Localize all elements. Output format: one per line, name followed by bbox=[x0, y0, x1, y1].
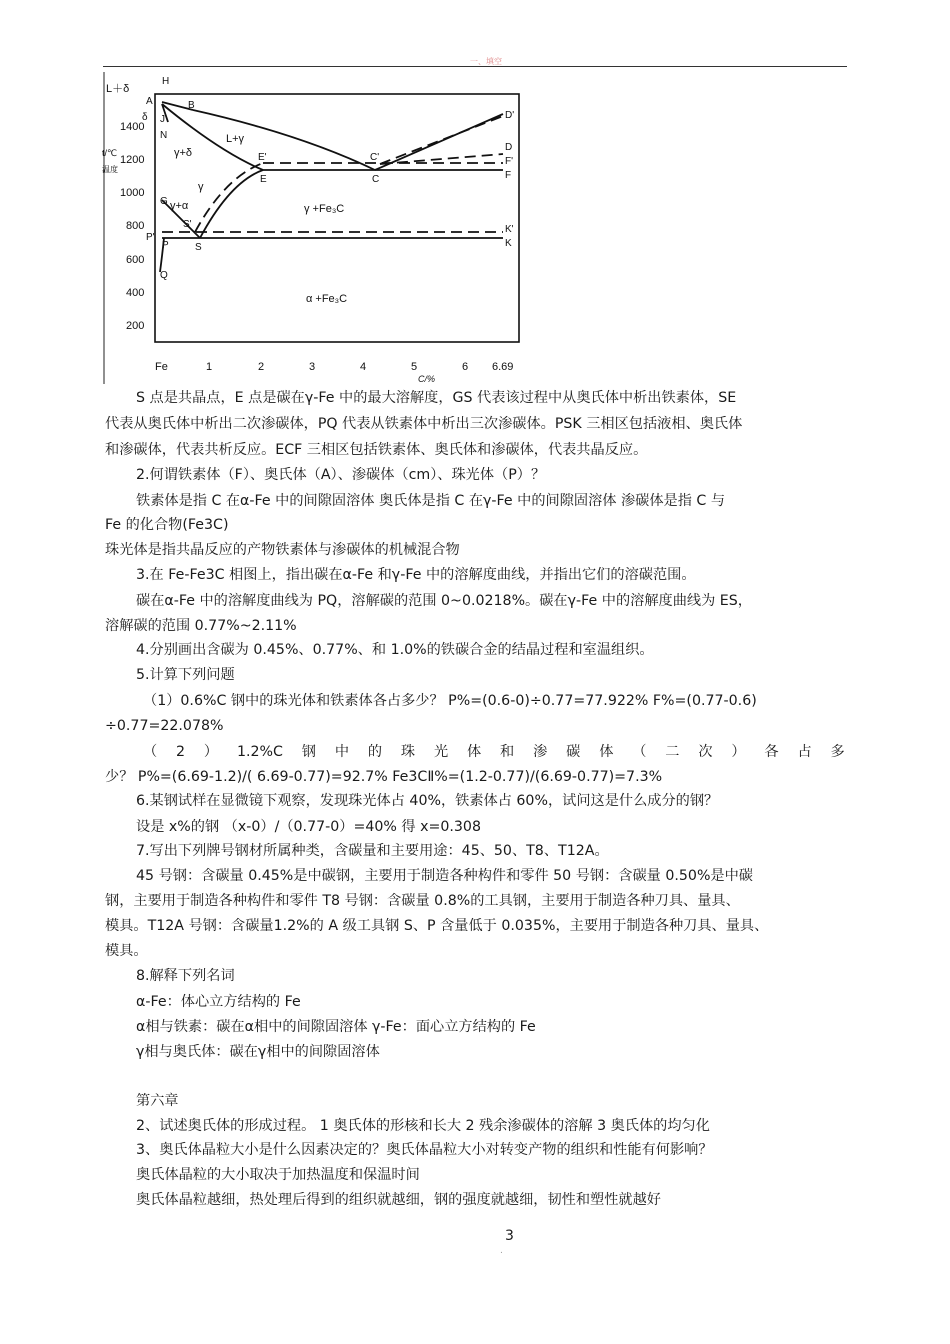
q5-2-token: 珠 bbox=[400, 744, 416, 760]
dashed-es bbox=[195, 163, 263, 232]
question-5-2-line-2: 少？ P%=(6.69-1.2)/( 6.69-0.77)=92.7% Fe3CⅡ%=(1.2-0.77)/(6.69-0.77)=7.3% bbox=[105, 769, 663, 785]
region-gamma-fe3c: γ +Fe₃C bbox=[304, 203, 345, 215]
x-axis-label: C/% bbox=[418, 374, 436, 384]
c-tick-1: 1 bbox=[206, 361, 213, 373]
region-alpha-fe3c: α +Fe₃C bbox=[306, 293, 348, 305]
liquidus-bc bbox=[193, 110, 375, 170]
point-c-prime: C' bbox=[370, 152, 380, 163]
q5-2-token: （ bbox=[632, 744, 647, 760]
point-p-prime: P' bbox=[146, 232, 155, 243]
question-5-1-line-2: ÷0.77=22.078% bbox=[105, 718, 224, 734]
question-7: 7.写出下列牌号钢材所属种类，含碳量和主要用途：45、50、T8、T12A。 bbox=[136, 843, 609, 859]
q5-2-token: 体 bbox=[599, 744, 614, 760]
chapter-6-answer-3-line-2: 奥氏体晶粒越细，热处理后得到的组织就越细，钢的强度就越细，韧性和塑性就越好 bbox=[136, 1192, 661, 1208]
region-gamma-delta: γ+δ bbox=[174, 147, 193, 159]
answer-2-line-2: Fe 的化合物(Fe3C) bbox=[105, 517, 229, 533]
temp-tick-800: 800 bbox=[126, 220, 145, 232]
point-e-prime: E' bbox=[258, 152, 267, 163]
temp-tick-400: 400 bbox=[126, 287, 145, 299]
answer-8-line-1: α-Fe：体心立方结构的 Fe bbox=[136, 994, 301, 1010]
q5-2-token: 的 bbox=[367, 744, 383, 760]
region-gamma: γ bbox=[198, 181, 204, 193]
point-c: C bbox=[372, 174, 380, 185]
answer-8-line-2: α相与铁素：碳在α相中的间隙固溶体 γ-Fe：面心立方结构的 Fe bbox=[136, 1019, 536, 1035]
point-d: D bbox=[505, 142, 513, 153]
liquidus-cd bbox=[375, 114, 503, 170]
para-3: 和渗碳体，代表共析反应。ECF 三相区包括铁素体、奥氏体和渗碳体，代表共晶反应。 bbox=[105, 442, 648, 458]
point-k: K bbox=[505, 238, 512, 249]
question-5-2-line-1 bbox=[143, 742, 845, 762]
question-3: 3.在 Fe-Fe3C 相图上，指出碳在α-Fe 和γ-Fe 中的溶解度曲线，并指出它们的溶碳范围。 bbox=[136, 567, 696, 583]
page-number: 3 bbox=[505, 1228, 514, 1244]
para-2: 代表从奥氏体中析出二次渗碳体，PQ 代表从铁素体中析出三次渗碳体。PSK 三相区包括液相、奥氏体 bbox=[105, 416, 743, 432]
line-es bbox=[200, 170, 263, 238]
q5-2-token: 次 bbox=[698, 744, 713, 760]
point-q: Q bbox=[160, 270, 168, 281]
c-tick-6-69: 6.69 bbox=[492, 361, 514, 373]
question-4: 4.分别画出含碳为 0.45%、0.77%、和 1.0%的铁碳合金的结晶过程和室温组织。 bbox=[136, 642, 654, 658]
fe-c-phase-diagram bbox=[100, 72, 530, 384]
question-2: 2.何谓铁素体（F）、奥氏体（A）、渗碳体（cm）、珠光体（P）？ bbox=[136, 467, 546, 483]
q5-2-token: 2 bbox=[176, 744, 186, 760]
q5-2-token: ） bbox=[731, 744, 746, 760]
chapter-6-question-2: 2、试述奥氏体的形成过程。 1 奥氏体的形核和长大 2 残余渗碳体的溶解 3 奥氏体的均匀化 bbox=[136, 1118, 710, 1134]
c-tick-2: 2 bbox=[258, 361, 265, 373]
c-tick-3: 3 bbox=[309, 361, 316, 373]
q5-2-token: ） bbox=[203, 744, 219, 760]
point-p: P bbox=[162, 240, 169, 251]
answer-2-line-1: 铁素体是指 C 在α-Fe 中的间隙固溶体 奥氏体是指 C 在γ-Fe 中的间隙固溶体 渗碳体是指 C 与 bbox=[136, 493, 726, 509]
page-dot: . bbox=[500, 1246, 503, 1256]
c-tick-4: 4 bbox=[360, 361, 367, 373]
q5-2-token: 二 bbox=[665, 744, 680, 760]
para-1: S 点是共晶点，E 点是碳在γ-Fe 中的最大溶解度，GS 代表该过程中从奥氏体中析出铁素体，SE bbox=[136, 390, 737, 406]
solid-phase-lines bbox=[160, 102, 503, 272]
answer-3-line-1: 碳在α-Fe 中的溶解度曲线为 PQ，溶解碳的范围 0~0.0218%。碳在γ-Fe 中的溶解度曲线为 ES， bbox=[136, 593, 752, 609]
point-f: F bbox=[505, 170, 512, 181]
point-e: E bbox=[260, 174, 267, 185]
q5-2-token: 钢 bbox=[301, 744, 316, 760]
point-h: H bbox=[162, 76, 170, 87]
c-tick-6: 6 bbox=[462, 361, 469, 373]
answer-6: 设是 x%的钢 （x-0）/（0.77-0）=40% 得 x=0.308 bbox=[136, 819, 481, 835]
region-l-gamma: L+γ bbox=[226, 133, 245, 145]
question-5: 5.计算下列问题 bbox=[136, 667, 235, 683]
question-5-1-line-1: （1）0.6%C 钢中的珠光体和铁素体各占多少？ P%=(0.6-0)÷0.77=77.922% F%=(0.77-0.6) bbox=[143, 693, 757, 709]
answer-8-line-3: γ相与奥氏体：碳在γ相中的间隙固溶体 bbox=[136, 1044, 380, 1060]
point-f-prime: F' bbox=[505, 156, 514, 167]
y-axis-sub: 温度 bbox=[102, 165, 118, 174]
temp-tick-600: 600 bbox=[126, 254, 145, 266]
region-gamma-alpha: γ+α bbox=[170, 200, 189, 212]
q5-2-token: 渗 bbox=[533, 744, 548, 760]
answer-7-line-4: 模具。 bbox=[105, 943, 148, 959]
point-k-prime: K' bbox=[505, 224, 514, 235]
point-b: B bbox=[188, 100, 195, 111]
point-a: A bbox=[146, 96, 153, 107]
header-rule bbox=[103, 66, 847, 67]
point-g: G bbox=[160, 196, 168, 207]
q5-2-token: 1.2%C bbox=[236, 744, 283, 760]
q5-2-token: 中 bbox=[334, 744, 350, 760]
chapter-6-heading: 第六章 bbox=[136, 1093, 179, 1109]
temp-tick-200: 200 bbox=[126, 320, 145, 332]
q5-2-token: 碳 bbox=[566, 744, 581, 760]
q5-2-token: 多 bbox=[830, 744, 845, 760]
answer-3-line-2: 溶解碳的范围 0.77%~2.11% bbox=[105, 618, 297, 634]
header-mark: 一、填空 bbox=[470, 57, 502, 66]
chapter-6-question-3: 3、奥氏体晶粒大小是什么因素决定的？奥氏体晶粒大小对转变产物的组织和性能有何影响？ bbox=[136, 1142, 713, 1158]
point-delta: δ bbox=[142, 112, 148, 123]
q5-2-token: 和 bbox=[500, 744, 515, 760]
point-n: N bbox=[160, 130, 168, 141]
answer-7-line-1: 45 号钢：含碳量 0.45%是中碳钢，主要用于制造各种构件和零件 50 号钢：含碳量 0.50%是中碳 bbox=[136, 868, 753, 884]
temp-tick-1000: 1000 bbox=[120, 187, 145, 199]
c-tick-5: 5 bbox=[411, 361, 418, 373]
question-8: 8.解释下列名词 bbox=[136, 968, 235, 984]
region-l-delta: L＋δ bbox=[106, 83, 130, 95]
q5-2-token: 体 bbox=[467, 744, 482, 760]
question-6: 6.某钢试样在显微镜下观察，发现珠光体占 40%，铁素体占 60%，试问这是什么成分的钢？ bbox=[136, 793, 719, 809]
q5-2-token: 光 bbox=[433, 744, 449, 760]
answer-7-line-2: 钢，主要用于制造各种构件和零件 T8 号钢：含碳量 0.8%的工具钢，主要用于制造各种刀具、量具、 bbox=[105, 893, 740, 909]
c-tick-fe: Fe bbox=[155, 361, 168, 373]
answer-7-line-3: 模具。T12A 号钢：含碳量1.2%的 A 级工具钢 S、P 含量低于 0.035%，主要用于制造各种刀具、量具、 bbox=[105, 918, 769, 934]
point-d-prime: D' bbox=[505, 110, 515, 121]
temp-tick-1400: 1400 bbox=[120, 121, 145, 133]
q5-2-token: 占 bbox=[797, 744, 812, 760]
temp-tick-1200: 1200 bbox=[120, 154, 145, 166]
q5-2-token: 各 bbox=[764, 744, 779, 760]
chapter-6-answer-3-line-1: 奥氏体晶粒的大小取决于加热温度和保温时间 bbox=[136, 1167, 420, 1183]
point-s-prime: S' bbox=[183, 219, 192, 230]
point-s: S bbox=[195, 242, 202, 253]
answer-2-line-3: 珠光体是指共晶反应的产物铁素体与渗碳体的机械混合物 bbox=[105, 542, 460, 558]
point-j: J bbox=[160, 114, 165, 125]
q5-2-token: （ bbox=[143, 744, 158, 760]
y-axis-label: t/℃ bbox=[102, 148, 118, 158]
